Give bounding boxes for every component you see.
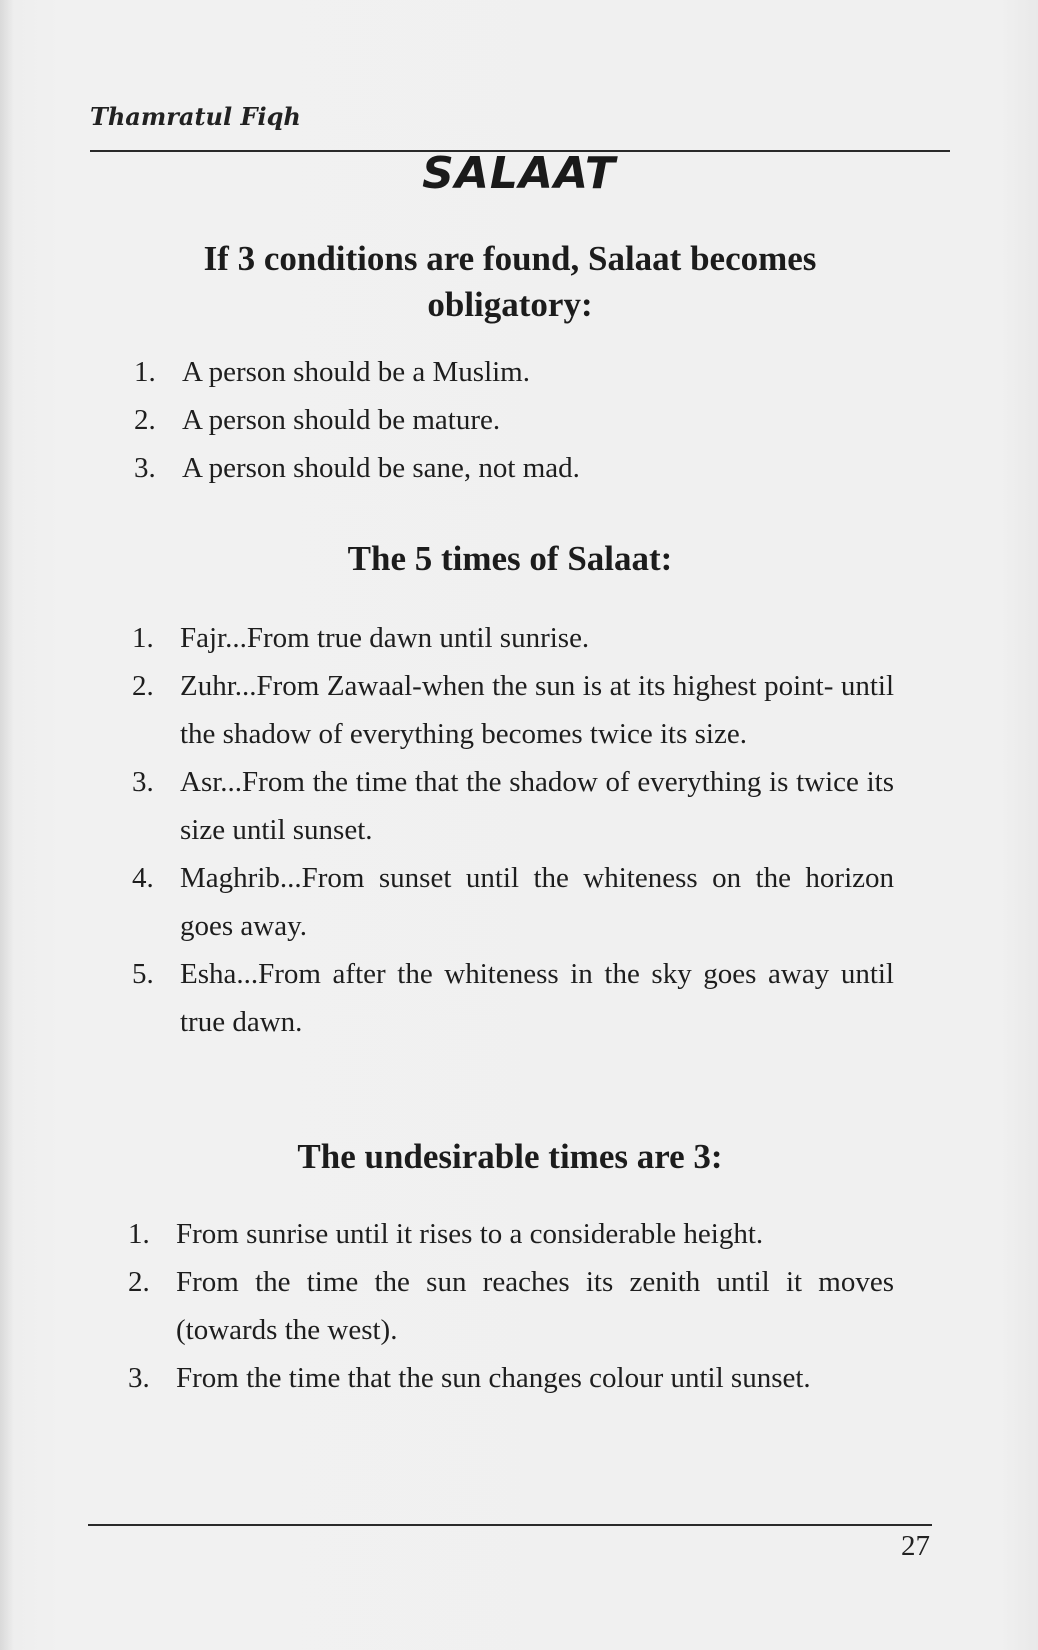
list-item	[134, 444, 902, 492]
item-text: Maghrib...From sunset until the whiteness on the horizon goes away.	[180, 862, 894, 942]
item-text: A person should be mature.	[182, 404, 501, 436]
list-item	[132, 758, 894, 854]
list-item	[128, 1354, 894, 1402]
conditions-list	[134, 348, 902, 492]
item-text: Zuhr...From Zawaal-when the sun is at its highest point- until the shadow of everything becomes twice its size.	[180, 670, 894, 750]
item-text: Esha...From after the whiteness in the sky goes away until true dawn.	[180, 958, 894, 1038]
item-number: 3.	[128, 1362, 150, 1394]
five-times-list	[132, 614, 894, 1046]
item-text: From the time that the sun changes colour until sunset.	[176, 1362, 811, 1394]
item-text: Fajr...From true dawn until sunrise.	[180, 622, 590, 654]
list-item	[128, 1210, 894, 1258]
item-text: A person should be a Muslim.	[182, 356, 530, 388]
item-text: From sunrise until it rises to a considerable height.	[176, 1218, 764, 1250]
footer-rule	[88, 1524, 932, 1526]
list-item	[132, 662, 894, 758]
item-text: A person should be sane, not mad.	[182, 452, 580, 484]
list-item	[132, 854, 894, 950]
item-number: 4.	[132, 862, 154, 894]
item-number: 5.	[132, 958, 154, 990]
item-number: 3.	[132, 766, 154, 798]
running-header: Thamratul Fiqh	[90, 102, 301, 131]
item-number: 1.	[132, 622, 154, 654]
undesirable-times-list	[128, 1210, 894, 1402]
item-number: 2.	[128, 1266, 150, 1298]
section-heading-conditions: If 3 conditions are found, Salaat becomes obligatory:	[203, 239, 817, 324]
list-item	[132, 950, 894, 1046]
item-text: Asr...From the time that the shadow of everything is twice its size until sunset.	[180, 766, 894, 846]
item-text: From the time the sun reaches its zenith until it moves (towards the west).	[176, 1266, 894, 1346]
item-number: 1.	[128, 1218, 150, 1250]
chapter-title: SALAAT	[422, 148, 616, 199]
section-heading-undesirable-times: The undesirable times are 3:	[297, 1137, 723, 1176]
list-item	[134, 348, 902, 396]
list-item	[128, 1258, 894, 1354]
item-number: 3.	[134, 452, 156, 484]
item-number: 1.	[134, 356, 156, 388]
item-number: 2.	[134, 404, 156, 436]
page-number: 27	[901, 1530, 930, 1562]
item-number: 2.	[132, 670, 154, 702]
list-item	[134, 396, 902, 444]
page-header	[90, 102, 950, 131]
section-heading-five-times: The 5 times of Salaat:	[347, 539, 673, 578]
list-item	[132, 614, 894, 662]
